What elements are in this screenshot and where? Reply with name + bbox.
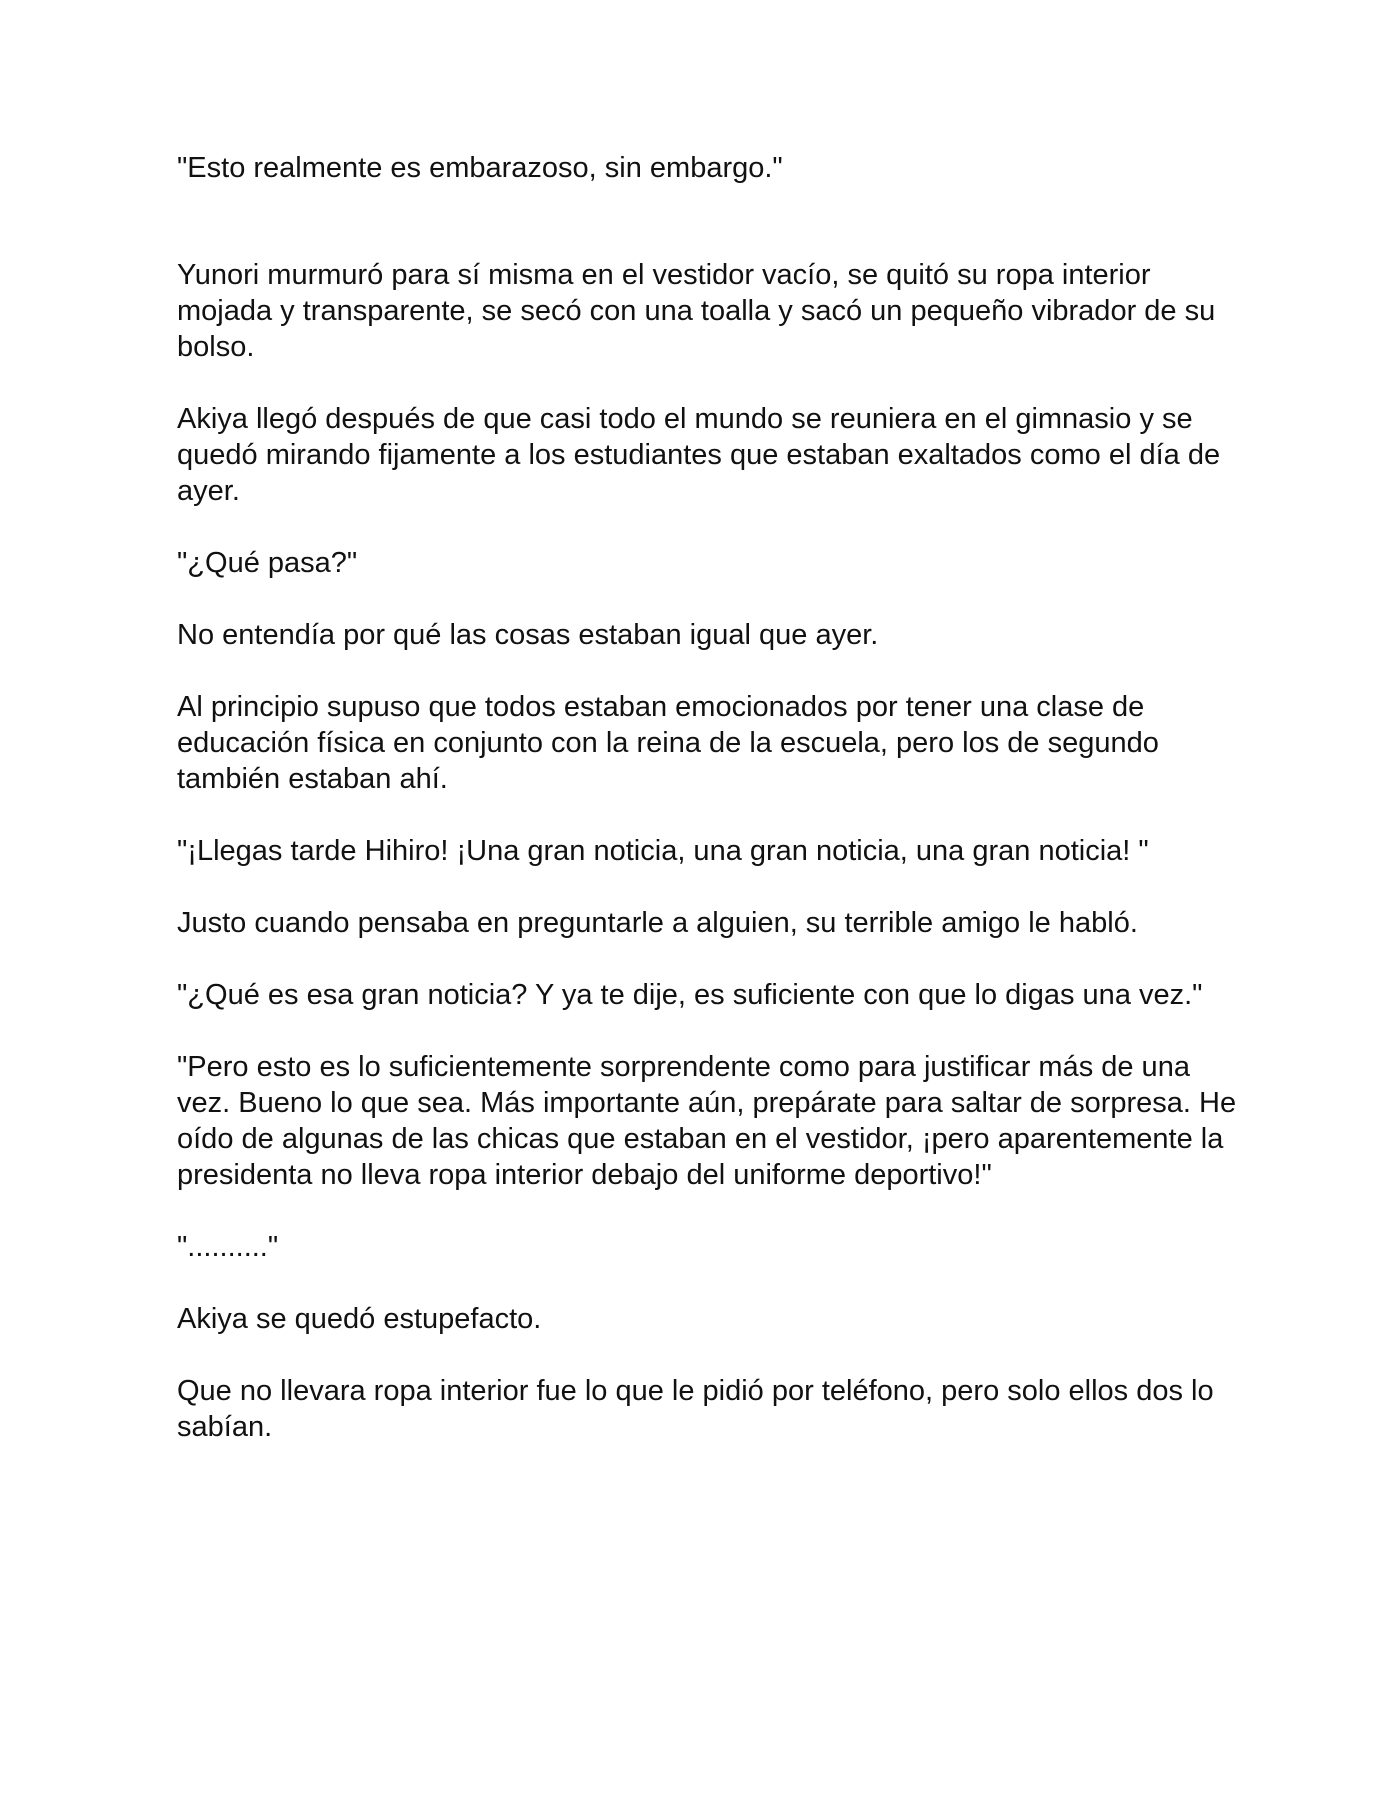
paragraph: "¿Qué es esa gran noticia? Y ya te dije, es suficiente con que lo digas una vez." (177, 979, 1203, 1011)
paragraph: "¡Llegas tarde Hihiro! ¡Una gran noticia, una gran noticia, una gran noticia! " (177, 835, 1149, 867)
paragraph: ".........." (177, 1231, 279, 1263)
paragraph: Akiya llegó después de que casi todo el mundo se reuniera en el gimnasio y se quedó mirando fijamente a los estudiantes que estaban exaltados como el día de ayer. (177, 403, 1221, 507)
paragraph: "Pero esto es lo suficientemente sorprendente como para justificar más de una vez. Bueno lo que sea. Más importante aún, prepárate para saltar de sorpresa. He oído de algunas de las chicas que estaban en el vestidor, ¡pero aparentemente la presidenta no lleva ropa interior debajo del uniforme deportivo!" (177, 1051, 1237, 1191)
paragraph: Al principio supuso que todos estaban emocionados por tener una clase de educación física en conjunto con la reina de la escuela, pero los de segundo también estaban ahí. (177, 691, 1159, 795)
paragraph: Yunori murmuró para sí misma en el vestidor vacío, se quitó su ropa interior mojada y transparente, se secó con una toalla y sacó un pequeño vibrador de su bolso. (177, 259, 1216, 363)
paragraph: Akiya se quedó estupefacto. (177, 1303, 542, 1335)
paragraph: Justo cuando pensaba en preguntarle a alguien, su terrible amigo le habló. (177, 907, 1138, 939)
paragraph: "¿Qué pasa?" (177, 547, 358, 579)
paragraph: Que no llevara ropa interior fue lo que le pidió por teléfono, pero solo ellos dos lo sabían. (177, 1375, 1214, 1443)
document-body (177, 150, 1237, 1481)
paragraph: No entendía por qué las cosas estaban igual que ayer. (177, 619, 879, 651)
paragraph: "Esto realmente es embarazoso, sin embargo." (177, 152, 783, 184)
